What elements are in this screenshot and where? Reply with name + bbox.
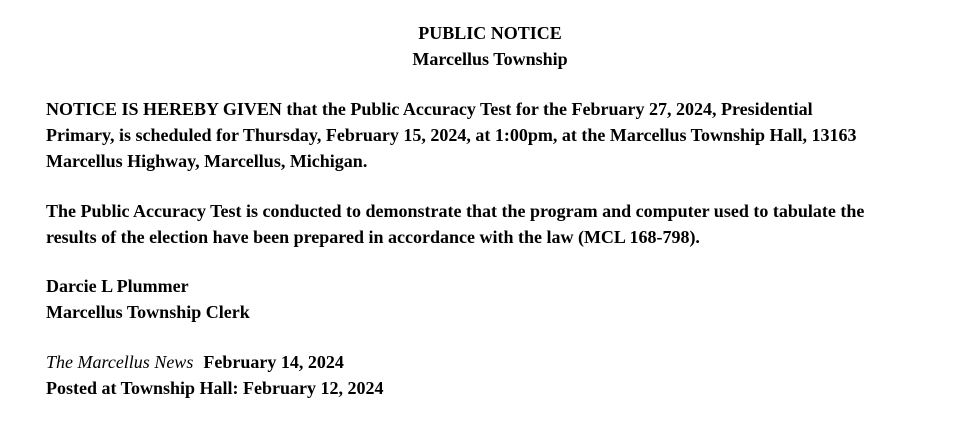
paragraph-line: results of the election have been prepared in accordance with the law (MCL 168-798). [46,227,700,247]
publication-block [46,349,946,401]
paragraph-line: NOTICE IS HEREBY GIVEN that the Public Accuracy Test for the February 27, 2024, Presidential [46,99,813,119]
paragraph-line: The Public Accuracy Test is conducted to demonstrate that the program and computer used to tabulate the [46,201,865,221]
clerk-name: Darcie L Plummer [46,276,189,296]
newspaper-name: The Marcellus News [46,352,194,372]
posted-line: Posted at Township Hall: February 12, 2024 [46,378,384,398]
notice-paragraph-2 [46,198,946,250]
notice-header [0,20,980,72]
paragraph-line: Marcellus Highway, Marcellus, Michigan. [46,151,368,171]
clerk-title: Marcellus Township Clerk [46,302,250,322]
newspaper-date: February 14, 2024 [203,352,344,372]
paragraph-line: Primary, is scheduled for Thursday, February 15, 2024, at 1:00pm, at the Marcellus Township Hall, 13163 [46,125,857,145]
notice-paragraph-1 [46,96,946,174]
notice-title: PUBLIC NOTICE [418,23,562,43]
notice-subtitle: Marcellus Township [412,49,568,69]
signature-block [46,273,946,325]
publication-line [46,349,946,375]
